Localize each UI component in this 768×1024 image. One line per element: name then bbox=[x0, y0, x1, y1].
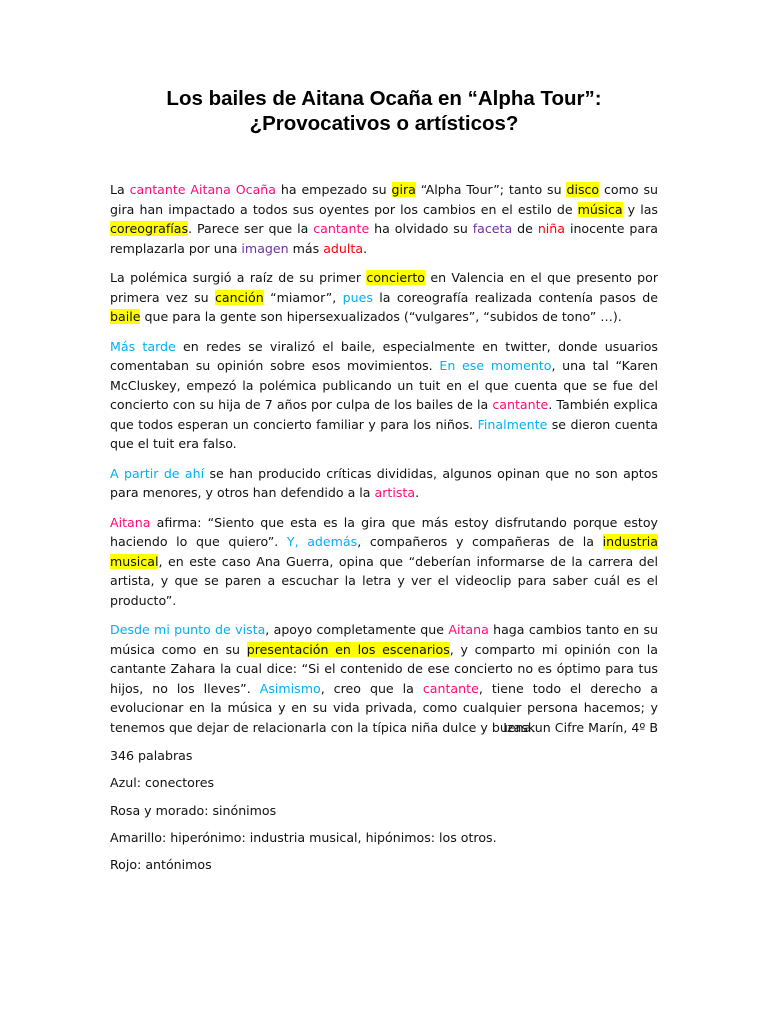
text: ha empezado su bbox=[276, 182, 392, 197]
connector-term: pues bbox=[342, 289, 373, 305]
text: ha olvidado su bbox=[369, 221, 473, 236]
synonym-term: cantante Aitana Ocaña bbox=[129, 182, 277, 197]
connector-term: En ese momento bbox=[439, 358, 552, 373]
document-title bbox=[100, 86, 668, 136]
title-line-2: ¿Provocativos o artísticos? bbox=[249, 112, 519, 135]
text: se dieron cuenta que el tuit era falso. bbox=[110, 416, 658, 451]
connector-term: Y, además bbox=[286, 534, 358, 549]
text: , apoyo completamente que bbox=[265, 622, 449, 637]
text: en redes se viralizó el baile, especialmente en twitter, donde usuarios comentaban su opinión sobre esos movimientos. bbox=[110, 338, 658, 373]
text: la coreografía realizada contenía pasos de bbox=[372, 289, 658, 305]
hyponym-term: presentación en los escenarios bbox=[246, 641, 450, 657]
notes-list bbox=[110, 746, 658, 882]
paragraph-1 bbox=[110, 180, 658, 258]
text: inocente para remplazarla por una bbox=[110, 221, 659, 256]
text: de bbox=[512, 221, 538, 236]
text: , creo que la bbox=[320, 680, 423, 696]
text: “Alpha Tour”; tanto su bbox=[415, 182, 567, 197]
synonym-term: faceta bbox=[472, 221, 513, 236]
hyponym-term: concierto bbox=[366, 270, 425, 285]
text: , tiene todo el derecho a evolucionar en la música y en su vida privada, como cualquier persona hacemos; y tenemos que dejar de relacionarla con la típica niña dulce y buena. bbox=[110, 680, 658, 735]
text: más bbox=[288, 240, 324, 256]
text: que para la gente son hipersexualizados (“vulgares”, “subidos de tono” …). bbox=[140, 309, 622, 324]
paragraph-3 bbox=[110, 337, 658, 454]
word-count: 346 palabras bbox=[110, 748, 193, 763]
text: se han producido críticas divididas, algunos opinan que no son aptos para menores, y otros han defendido a la bbox=[110, 465, 658, 500]
title-line-1: Los bailes de Aitana Ocaña en “Alpha Tour”: bbox=[166, 87, 602, 110]
text: haga cambios tanto en su música como en su bbox=[110, 622, 658, 657]
text: . Parece ser que la bbox=[188, 221, 314, 236]
text: . También explica que todos esperan un concierto familiar y para los niños. bbox=[110, 397, 658, 432]
connector-term: Asimismo bbox=[259, 680, 321, 696]
text: como su gira han impactado a todos sus oyentes por los cambios en el estilo de bbox=[110, 182, 659, 217]
antonym-term: adulta bbox=[323, 240, 364, 256]
text: . bbox=[415, 485, 420, 500]
text: , en este caso Ana Guerra, opina que “deberían informarse de la carrera del artista, y que se paren a escuchar la letra y ver el videoclip para saber cuál es el producto”. bbox=[110, 553, 658, 608]
synonym-term: Aitana bbox=[448, 622, 489, 637]
text: , y comparto mi opinión con la cantante Zahara la cual dice: “Si el contenido de ese concierto no es óptimo para tus hijos, no los lleves”. bbox=[110, 641, 658, 696]
legend-yellow: Amarillo: hiperónimo: industria musical, hipónimos: los otros. bbox=[110, 829, 497, 845]
legend-blue: Azul: conectores bbox=[110, 775, 215, 791]
connector-term: Desde mi punto de vista bbox=[110, 622, 266, 637]
author-signature: Izaskun Cifre Marín, 4º B bbox=[503, 720, 658, 735]
text: , una tal “Karen McCluskey, empezó la polémica publicando un tuit en el que cuenta que se fue del concierto con su hija de 7 años por culpa de los bailes de la bbox=[110, 358, 658, 412]
hyponym-term: gira bbox=[391, 182, 416, 197]
text: , compañeros y compañeras de la bbox=[357, 534, 603, 549]
hypernym-term: industria musical bbox=[110, 534, 658, 569]
legend-red: Rojo: antónimos bbox=[110, 857, 212, 873]
paragraph-4 bbox=[110, 464, 658, 503]
connector-term: Más tarde bbox=[110, 338, 176, 354]
synonym-term: Aitana bbox=[110, 514, 151, 530]
text: afirma: “Siento que esta es la gira que más estoy disfrutando porque estoy haciendo lo que quiero”. bbox=[110, 514, 658, 549]
text: La polémica surgió a raíz de su primer bbox=[110, 270, 367, 285]
legend-pink-purple: Rosa y morado: sinónimos bbox=[110, 802, 277, 818]
paragraph-5 bbox=[110, 513, 658, 611]
synonym-term: artista bbox=[374, 485, 416, 500]
hyponym-term: baile bbox=[110, 309, 141, 324]
text: “miamor”, bbox=[263, 289, 343, 305]
text: en Valencia en el que presento por primera vez su bbox=[110, 270, 658, 305]
connector-term: A partir de ahí bbox=[110, 465, 205, 481]
paragraph-2 bbox=[110, 268, 658, 327]
connector-term: Finalmente bbox=[477, 416, 548, 432]
text: La bbox=[110, 182, 130, 197]
text: y las bbox=[622, 201, 658, 217]
synonym-term: cantante bbox=[492, 397, 549, 412]
text: . bbox=[363, 240, 368, 256]
antonym-term: niña bbox=[537, 221, 566, 236]
hyponym-term: canción bbox=[215, 289, 264, 305]
article-body bbox=[110, 180, 658, 747]
synonym-term: imagen bbox=[241, 240, 289, 256]
hyponym-term: coreografías bbox=[110, 221, 189, 236]
hyponym-term: disco bbox=[566, 182, 600, 197]
hyponym-term: música bbox=[577, 201, 623, 217]
synonym-term: cantante bbox=[422, 680, 479, 696]
synonym-term: cantante bbox=[313, 221, 370, 236]
